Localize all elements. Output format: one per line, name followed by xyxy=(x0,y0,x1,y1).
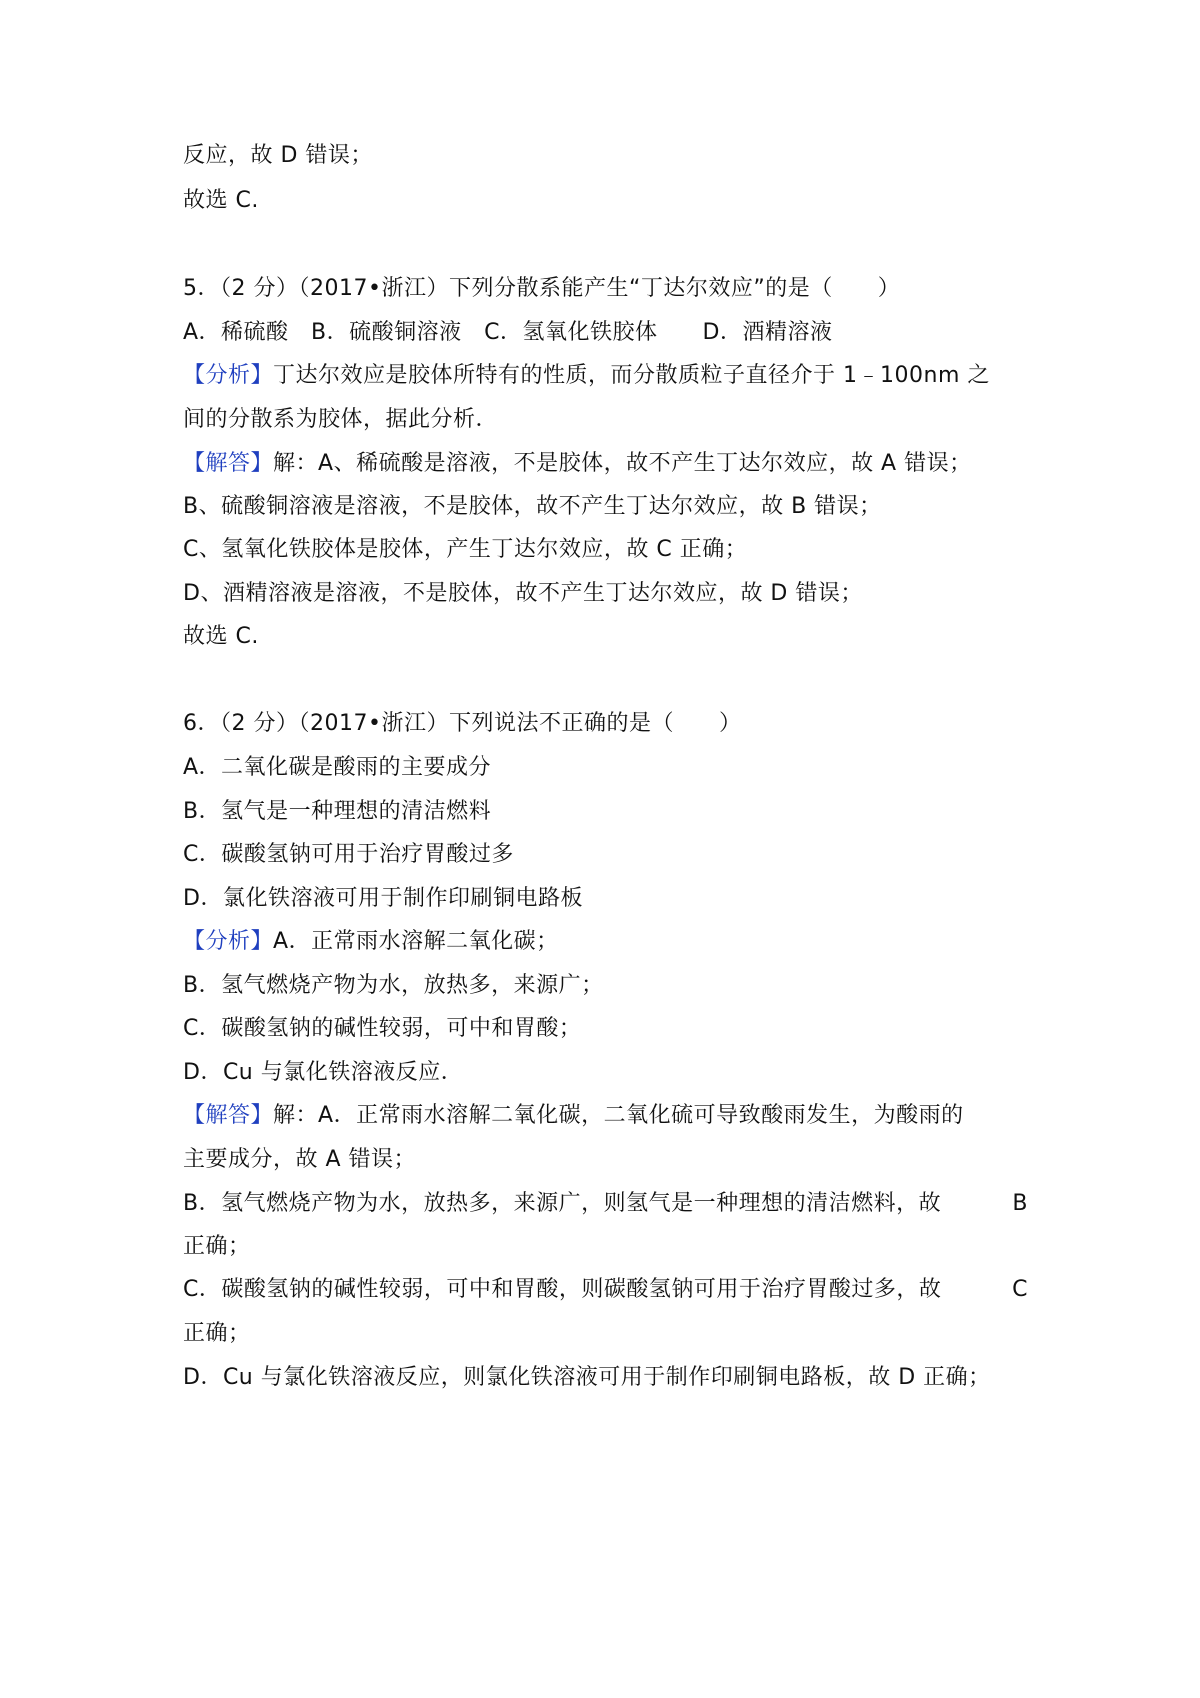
q6-answer-line-4: 正确； xyxy=(183,1234,251,1259)
prev-answer-line-2: 故选 C. xyxy=(183,188,259,213)
q6-answer-text-1: 解：A．正常雨水溶解二氧化碳，二氧化硫可导致酸雨发生，为酸雨的 xyxy=(273,1103,964,1128)
q5-answer-line-1 xyxy=(183,449,1043,479)
q6-analysis-line-3: C．碳酸氢钠的碱性较弱，可中和胃酸； xyxy=(183,1016,582,1041)
q6-answer-line-5 xyxy=(183,1275,1028,1305)
q6-option-d: D．氯化铁溶液可用于制作印刷铜电路板 xyxy=(183,886,583,911)
q6-answer-line-6: 正确； xyxy=(183,1321,251,1346)
q6-option-a: A．二氧化碳是酸雨的主要成分 xyxy=(183,755,492,780)
q6-answer-text-3a: B．氢气燃烧产物为水，放热多，来源广，则氢气是一种理想的清洁燃料，故 xyxy=(183,1191,942,1216)
q6-answer-text-5a: C．碳酸氢钠的碱性较弱，可中和胃酸，则碳酸氢钠可用于治疗胃酸过多，故 xyxy=(183,1277,942,1302)
answer-tag: 【解答】 xyxy=(183,1103,274,1128)
answer-tag: 【解答】 xyxy=(183,451,274,476)
q5-stem: 5．（2 分）（2017•浙江）下列分散系能产生“丁达尔效应”的是（ ） xyxy=(183,276,901,301)
q5-analysis-text-1: 丁达尔效应是胶体所特有的性质，而分散质粒子直径介于 1﹣100nm 之 xyxy=(273,363,990,388)
q5-answer-line-5: 故选 C. xyxy=(183,624,259,649)
q6-answer-line-1 xyxy=(183,1101,1043,1131)
q6-answer-line-3 xyxy=(183,1189,1028,1219)
q5-answer-line-2: B、硫酸铜溶液是溶液，不是胶体，故不产生丁达尔效应，故 B 错误； xyxy=(183,494,882,519)
q6-answer-line-2: 主要成分，故 A 错误； xyxy=(183,1147,417,1172)
q5-answer-line-4: D、酒精溶液是溶液，不是胶体，故不产生丁达尔效应，故 D 错误； xyxy=(183,581,863,606)
q5-answer-text-1: 解：A、稀硫酸是溶液，不是胶体，故不产生丁达尔效应，故 A 错误； xyxy=(273,451,972,476)
q6-option-c: C．碳酸氢钠可用于治疗胃酸过多 xyxy=(183,842,514,867)
q6-answer-text-5b: C xyxy=(1012,1277,1028,1302)
q5-answer-line-3: C、氢氧化铁胶体是胶体，产生丁达尔效应，故 C 正确； xyxy=(183,537,748,562)
q6-analysis-line-4: D．Cu 与氯化铁溶液反应． xyxy=(183,1060,464,1085)
analysis-tag: 【分析】 xyxy=(183,363,274,388)
q5-analysis-line-2: 间的分散系为胶体，据此分析． xyxy=(183,407,499,432)
analysis-tag: 【分析】 xyxy=(183,929,274,954)
q6-analysis-line-1 xyxy=(183,927,1043,957)
q6-analysis-text-1: A．正常雨水溶解二氧化碳； xyxy=(273,929,559,954)
q6-analysis-line-2: B．氢气燃烧产物为水，放热多，来源广； xyxy=(183,973,604,998)
q6-answer-text-3b: B xyxy=(1012,1191,1028,1216)
q5-analysis-line-1 xyxy=(183,361,1043,391)
q6-option-b: B．氢气是一种理想的清洁燃料 xyxy=(183,799,492,824)
q6-stem: 6．（2 分）（2017•浙江）下列说法不正确的是（ ） xyxy=(183,711,742,736)
q5-options: A．稀硫酸 B．硫酸铜溶液 C．氢氧化铁胶体 D．酒精溶液 xyxy=(183,320,833,345)
prev-answer-line-1: 反应，故 D 错误； xyxy=(183,143,373,168)
q6-answer-line-7: D．Cu 与氯化铁溶液反应，则氯化铁溶液可用于制作印刷铜电路板，故 D 正确； xyxy=(183,1365,991,1390)
